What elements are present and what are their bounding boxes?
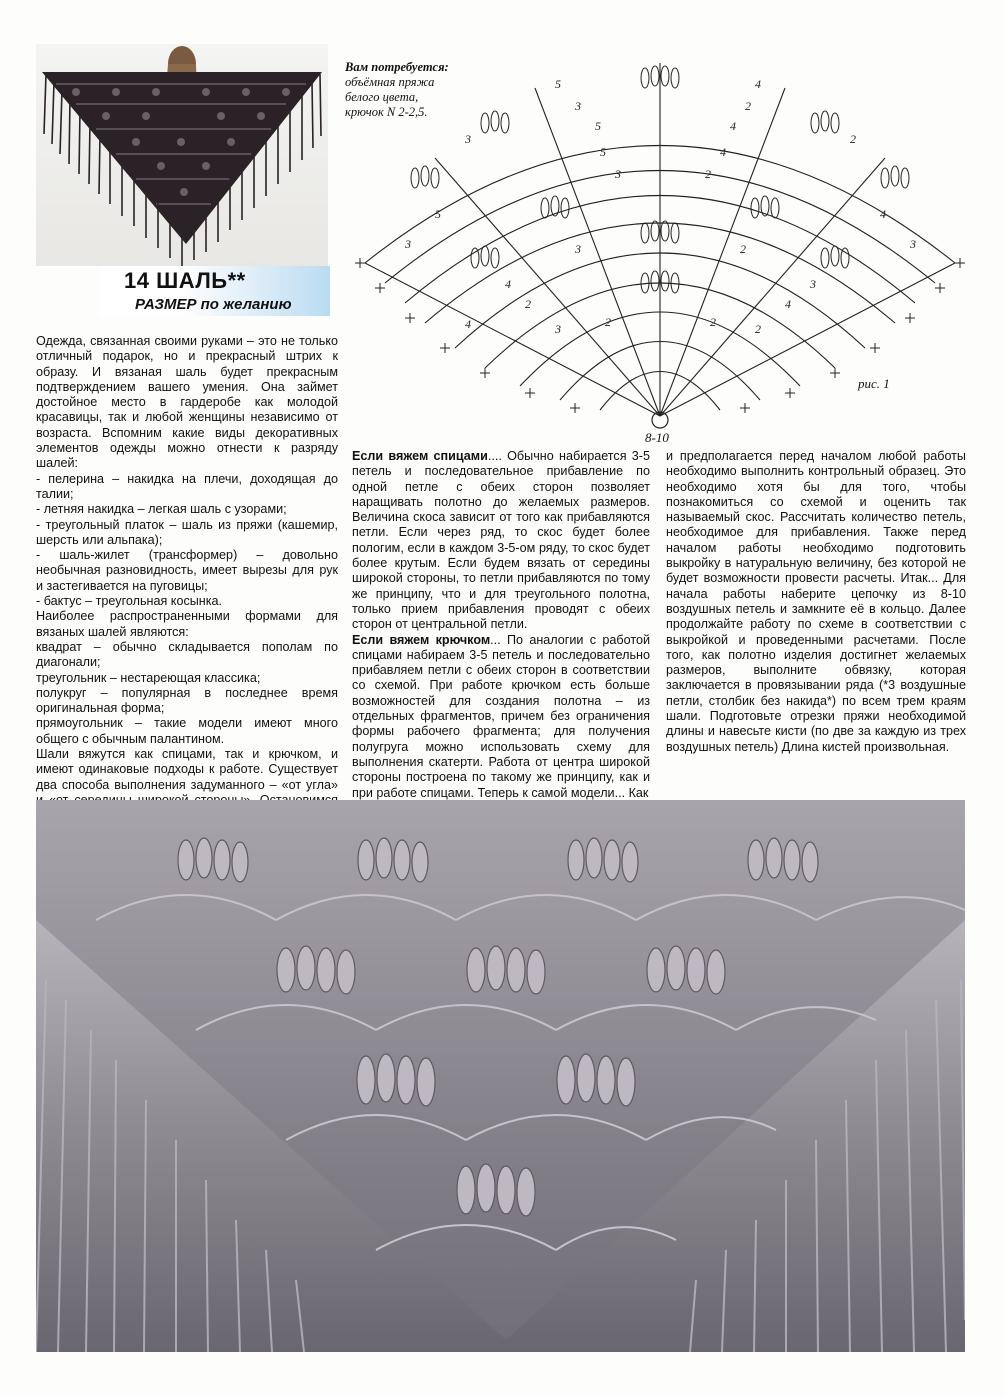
materials-line: крючок N 2-2,5. (345, 105, 428, 119)
materials-line: объёмная пряжа (345, 75, 435, 89)
crochet-heading: Если вяжем крючком (352, 632, 491, 647)
row-number: 3 (810, 277, 816, 291)
chain-count-label: 8-10 (645, 430, 669, 445)
form-item: полукруг – популярная в последнее время оригинальная форма; (36, 685, 338, 716)
methods-paragraph: Шали вяжутся как спицами, так и крючком, и имеют одинаковые подходы к работе. Существует два способа выполнения задуманного – «от угла» (36, 747, 338, 792)
list-item: - треугольный платок – шаль из пряжи (кашемир, шерсть или альпака); (36, 517, 338, 547)
knitting-text: .... Обычно набирается 3-5 петель и последовательное прибавление по одной петле с обеих сторон позволяет наращивать полотно до желаемых размеров. Величина скоса зависит от того как прибавляются петли. Если через ряд, то скос будет более пологим, если в каждом 3-5-ом ряду, то скос будет более крутым. Если будем вязать от середины широкой стороны, то петли прибавляются по тому же принципу, что и для треугольного полотна, только прием прибавления проводят с обеих сторон от центральной петли. (352, 449, 651, 632)
row-number: 4 (880, 207, 886, 221)
lace-closeup-illustration (36, 800, 965, 1352)
shawl-model-illustration (36, 44, 328, 266)
row-number: 2 (705, 167, 711, 181)
row-number: 5 (555, 77, 561, 91)
form-item: прямоугольник – такие модели имеют много общего с обычным палантином. (36, 716, 338, 746)
row-number: 5 (600, 145, 606, 159)
forms-intro: Наиболее распространенными формами для вязаных шалей являются: (36, 609, 338, 639)
row-number: 3 (405, 237, 411, 251)
methods-column (352, 449, 650, 801)
row-number: 4 (720, 145, 726, 159)
intro-paragraph: Одежда, связанная своими руками – это не только отличный подарок, но и прекрасный штрих к образу. И вязаная шаль будет прекрасным подтверждением вашего умения. Она займет достойное место в гардеробе как молодой красавицы, так и любой женщины независимо от возраста. Вспомним какие виды декоративных элементов одежды можно отнести к разряду шалей: (36, 334, 338, 471)
figure-label: рис. 1 (858, 376, 890, 391)
row-number: 5 (595, 119, 601, 133)
intro-column (36, 334, 338, 824)
row-number: 3 (615, 167, 621, 181)
knitting-heading: Если вяжем спицами (352, 449, 488, 463)
crochet-text: ... По аналогии с работой спицами набираем 3-5 петель и последовательно прибавляем петли с обеих сторон в соответствии со схемой. При работе крючком есть больше возможностей для создания полотна – из отдельных фрагментов, причем без ограничения формы рабочего фрагмента; для получения полугруга можно использовать схему для выполнения скатерти. Работа от центра широкой стороны построена по такому же принципу, как и при работе спицами. Теперь к самой модели... Как (352, 632, 650, 800)
form-item: треугольник – нестареющая классика; (36, 670, 261, 685)
row-number: 2 (710, 315, 716, 329)
instructions-column (666, 449, 966, 755)
row-number: 2 (740, 242, 746, 256)
row-number: 5 (435, 207, 441, 221)
instructions-text: и предполагается перед началом любой работы необходимо выполнить контрольный образец. Это необходимо хотя бы для того, чтобы познакомиться со схемой и оценить так называемый скос. Рассчитать количество петель, необходимое для прибавления. Также перед началом работы необходимо подготовить выкройку в натуральную величину, без которой не будет возможности провести расчеты. Итак... Для начала работы наберите цепочку из 8-10 воздушных петель и замкните её в кольцо. Далее продолжайте работу по схеме в соответствии с выкройкой и проведенными расчетами. После того, как полотно изделия достигнет желаемых размеров, выполните обвязку, которая заключается в провязывании ряда (*3 воздушные петли, столбик без накида*) по всем трем краям шали. Подготовьте отрезки пряжи необходимой длины и навесьте кисти (по две за каждую из трех воздушных петель) Длина кистей произвольная. (666, 449, 966, 754)
row-number: 2 (745, 99, 751, 113)
list-item: - бактус – треугольная косынка. (36, 594, 223, 609)
materials-heading: Вам потребуется: (345, 60, 449, 74)
row-number: 3 (555, 322, 561, 336)
row-number: 4 (465, 317, 471, 331)
materials-line: белого цвета, (345, 90, 419, 104)
row-number: 2 (605, 315, 611, 329)
list-item: - пелерина – накидка на плечи, доходящая до талии; (36, 471, 338, 501)
row-number: 3 (465, 132, 471, 146)
page-title: 14 ШАЛЬ** (124, 268, 246, 293)
row-number: 2 (850, 132, 856, 146)
row-number: 3 (910, 237, 916, 251)
shawl-model-photo (36, 44, 328, 266)
row-number: 3 (575, 99, 581, 113)
row-number: 4 (730, 119, 736, 133)
row-number: 2 (755, 322, 761, 336)
row-number: 3 (575, 242, 581, 256)
row-number: 2 (525, 297, 531, 311)
list-item: - летняя накидка – легкая шаль с узорами; (36, 502, 287, 517)
page-subtitle: РАЗМЕР по желанию (135, 296, 292, 313)
lace-closeup-photo (36, 800, 965, 1352)
materials-block (345, 60, 495, 120)
list-item: - шаль-жилет (трансформер) – довольно необычная разновидность, имеет вырезы для рук и застегивается на пуговицы; (36, 548, 338, 593)
row-number: 4 (755, 77, 761, 91)
form-item: квадрат – обычно складывается пополам по диагонали; (36, 639, 338, 670)
row-number: 4 (785, 297, 791, 311)
row-number: 4 (505, 277, 511, 291)
